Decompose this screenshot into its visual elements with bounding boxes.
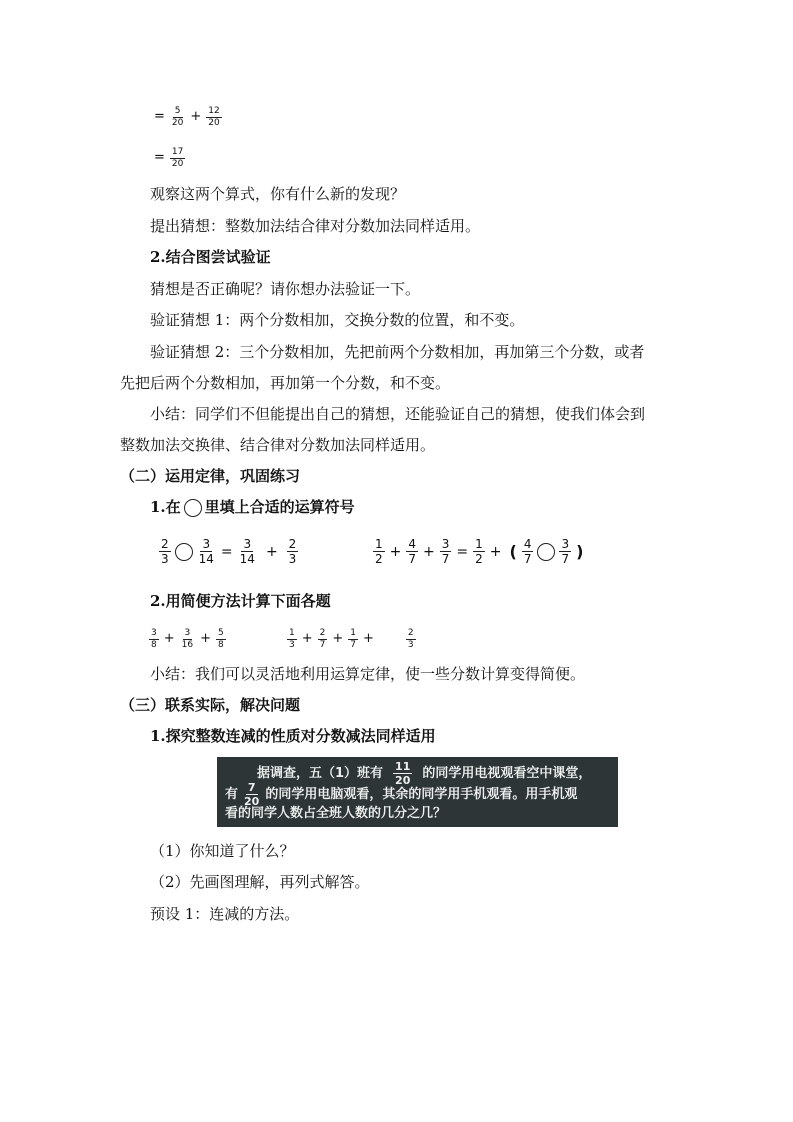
fraction: $\frac{17}{20}$ — [171, 146, 184, 169]
blank-circle-icon — [537, 543, 555, 561]
paragraph: 预设 1：连减的方法。 — [150, 905, 300, 923]
fraction: $\frac{2}{3}$ — [407, 627, 414, 650]
paragraph: 猜想是否正确呢？请你想办法验证一下。 — [150, 280, 421, 298]
exercise-expression-2: $\frac{1}{3}$ + $\frac{2}{7}$ + $\frac{1}{7}$ + $\frac{2}{3}$ — [289, 627, 414, 650]
fraction: $\frac{3}{7}$ — [441, 537, 450, 566]
exercise-equation-2: $\frac{1}{2}$ + $\frac{4}{7}$ + $\frac{3}{7}$ = $\frac{1}{2}$ + ( $\frac{4}{7}$ $\frac{3}{7}$ ) — [375, 537, 584, 566]
equation-line-1 — [150, 106, 223, 128]
fraction: $\frac{3}{14}$ — [198, 537, 214, 566]
fraction: $\frac{3}{7}$ — [561, 537, 570, 566]
fraction: $\frac{1}{3}$ — [289, 627, 295, 650]
word-problem-banner — [217, 757, 618, 827]
paragraph: 整数加法交换律、结合律对分数加法同样适用。 — [120, 436, 436, 454]
paragraph: 先把后两个分数相加，再加第一个分数，和不变。 — [120, 374, 451, 392]
fraction: $\frac{4}{7}$ — [523, 537, 532, 566]
fraction: $\frac{1}{7}$ — [350, 627, 357, 650]
fraction: $\frac{2}{3}$ — [288, 537, 297, 566]
fraction: $\frac{5}{20}$ — [171, 105, 184, 128]
equation-line-2 — [150, 147, 186, 169]
fraction: $\frac{2}{3}$ — [161, 537, 169, 566]
banner-line-1: 据调查，五（1）班有 $\frac{11}{20}$ 的同学用电视观看空中课堂， — [257, 760, 592, 787]
subheading: 2.结合图尝试验证 — [150, 248, 271, 266]
paragraph: 验证猜想 1：两个分数相加，交换分数的位置，和不变。 — [150, 311, 525, 329]
banner-line-3: 看的同学人数占全班人数的几分之几？ — [225, 806, 447, 821]
blank-circle-icon — [184, 499, 202, 517]
equals-sign: = — [154, 109, 165, 124]
paragraph: 观察这两个算式，你有什么新的发现？ — [150, 185, 406, 203]
equals-sign: = — [154, 150, 165, 165]
subheading: 1.在 里填上合适的运算符号 — [150, 498, 355, 516]
fraction: $\frac{1}{2}$ — [375, 537, 383, 566]
fraction: $\frac{3}{14}$ — [239, 537, 255, 566]
banner-line-2: 有 $\frac{7}{20}$ 的同学用电脑观看，其余的同学用手机观看。用手机观 — [225, 781, 578, 808]
fraction: $\frac{1}{2}$ — [475, 537, 483, 566]
blank-circle-icon — [175, 543, 193, 561]
fraction: $\frac{4}{7}$ — [408, 537, 417, 566]
subheading: 2.用简便方法计算下面各题 — [150, 592, 331, 610]
paragraph: 小结：同学们不但能提出自己的猜想，还能验证自己的猜想，使我们体会到 — [150, 405, 646, 423]
paragraph: 提出猜想：整数加法结合律对分数加法同样适用。 — [150, 217, 481, 235]
fraction: $\frac{5}{8}$ — [218, 627, 224, 650]
question: （2）先画图理解，再列式解答。 — [150, 873, 370, 891]
section-heading: （三）联系实际，解决问题 — [120, 696, 301, 714]
fraction: $\frac{2}{7}$ — [319, 627, 326, 650]
exercise-equation-1: $\frac{2}{3}$ $\frac{3}{14}$ = $\frac{3}{14}$ + $\frac{2}{3}$ — [161, 537, 297, 566]
question: （1）你知道了什么？ — [150, 842, 295, 860]
fraction: $\frac{11}{20}$ — [395, 760, 411, 787]
fraction: $\frac{3}{16}$ — [181, 627, 194, 650]
fraction: $\frac{7}{20}$ — [244, 781, 260, 808]
exercise-expression-1: $\frac{3}{8}$ + $\frac{3}{16}$ + $\frac{5}{8}$ — [151, 627, 224, 650]
subheading: 1.探究整数连减的性质对分数减法同样适用 — [150, 727, 436, 745]
section-heading: （二）运用定律，巩固练习 — [120, 467, 301, 485]
plus-sign: + — [190, 109, 202, 124]
fraction: $\frac{3}{8}$ — [151, 627, 157, 650]
paragraph: 验证猜想 2：三个分数相加，先把前两个分数相加，再加第三个分数，或者 — [150, 343, 645, 361]
fraction: $\frac{12}{20}$ — [208, 105, 220, 128]
paragraph: 小结：我们可以灵活地利用运算定律，使一些分数计算变得简便。 — [150, 665, 586, 683]
